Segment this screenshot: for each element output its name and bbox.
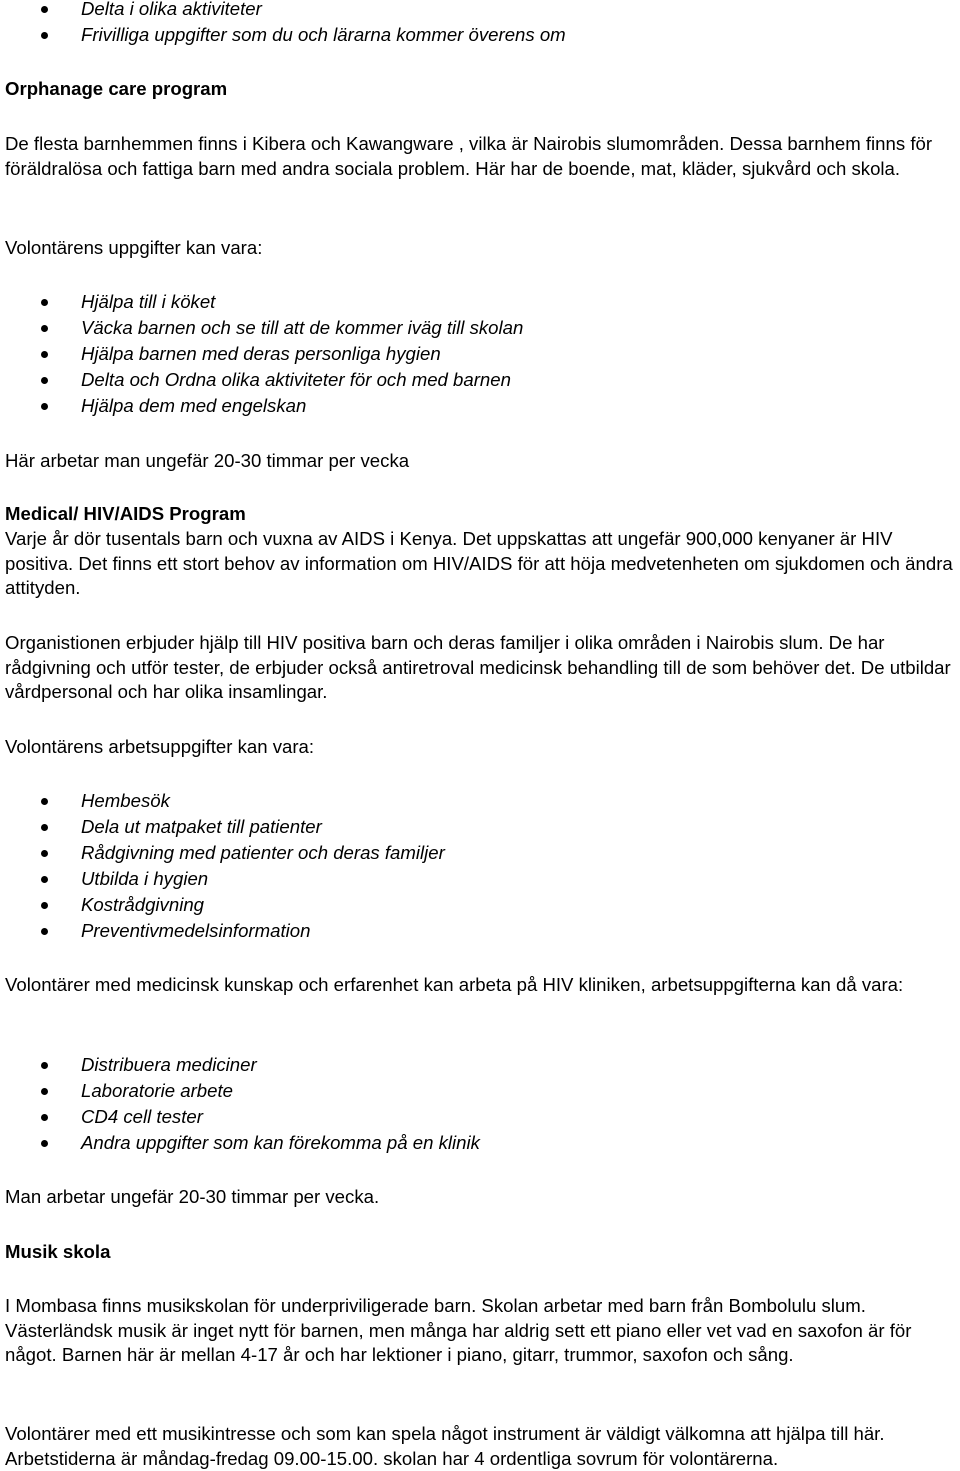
orphanage-hours: Här arbetar man ungefär 20-30 timmar per vecka	[5, 450, 410, 471]
list-item	[0, 1104, 960, 1130]
bullet-icon	[41, 299, 48, 306]
list-item	[0, 0, 960, 22]
list-item	[0, 1130, 960, 1156]
intro-bullet-list	[0, 0, 960, 48]
list-item-text: Andra uppgifter som kan förekomma på en klinik	[81, 1132, 480, 1153]
list-item-text: Utbilda i hygien	[81, 868, 209, 889]
medical-heading: Medical/ HIV/AIDS Program	[5, 503, 246, 524]
music-paragraph-1: I Mombasa finns musikskolan för underpriviligerade barn. Skolan arbetar med barn från Bombolulu slum. Västerländsk musik är inget nytt för barnen, men många har aldrig sett ett piano eller vet vad en saxofon är för något. Barnen här är mellan 4-17 år och har lektioner i piano, gitarr, trummor, saxofon och sång.	[5, 1295, 912, 1365]
music-paragraph-2: Volontärer med ett musikintresse och som kan spela något instrument är väldigt välkomna att hjälpa till här. Arbetstiderna är måndag-fredag 09.00-15.00. skolan har 4 ordentliga sovrum för volontärerna.	[5, 1423, 885, 1469]
medical-tasks-intro: Volontärens arbetsuppgifter kan vara:	[5, 736, 315, 757]
medical-hours: Man arbetar ungefär 20-30 timmar per vecka.	[5, 1186, 380, 1207]
list-item-text: Delta i olika aktiviteter	[81, 0, 262, 19]
list-item-text: Distribuera mediciner	[81, 1054, 257, 1075]
list-item	[0, 315, 960, 341]
bullet-icon	[41, 325, 48, 332]
list-item	[0, 840, 960, 866]
medical-paragraph-1: Varje år dör tusentals barn och vuxna av AIDS i Kenya. Det uppskattas att ungefär 900,000 kenyaner är HIV positiva. Det finns ett stort behov av information om HIV/AIDS för att höja medvetenheten om sjukdomen och ändra attityden.	[5, 528, 953, 598]
bullet-icon	[41, 928, 48, 935]
orphanage-heading: Orphanage care program	[5, 78, 228, 99]
list-item-text: Hjälpa till i köket	[81, 291, 216, 312]
medical-paragraph-2: Organistionen erbjuder hjälp till HIV positiva barn och deras familjer i olika områden i Nairobis slum. De har rådgivning och utför tester, de erbjuder också antiretroval medicinsk behandling till de som behöver det. De utbildar vårdpersonal och har olika insamlingar.	[5, 632, 951, 702]
bullet-icon	[41, 32, 48, 39]
list-item	[0, 788, 960, 814]
medical-tasks-list	[0, 788, 960, 944]
orphanage-tasks-list	[0, 289, 960, 419]
bullet-icon	[41, 824, 48, 831]
orphanage-paragraph: De flesta barnhemmen finns i Kibera och Kawangware , vilka är Nairobis slumområden. Dessa barnhem finns för föräldralösa och fattiga barn med andra sociala problem. Här har de boende, mat, kläder, sjukvård och skola.	[5, 133, 933, 179]
list-item-text: Hembesök	[81, 790, 170, 811]
bullet-icon	[41, 1062, 48, 1069]
bullet-icon	[41, 1088, 48, 1095]
bullet-icon	[41, 1114, 48, 1121]
list-item-text: Hjälpa barnen med deras personliga hygien	[81, 343, 441, 364]
bullet-icon	[41, 798, 48, 805]
list-item-text: Dela ut matpaket till patienter	[81, 816, 322, 837]
list-item-text: Kostrådgivning	[81, 894, 205, 915]
list-item	[0, 289, 960, 315]
list-item-text: Laboratorie arbete	[81, 1080, 233, 1101]
list-item	[0, 918, 960, 944]
list-item	[0, 866, 960, 892]
medical-clinic-tasks-list	[0, 1052, 960, 1156]
list-item	[0, 892, 960, 918]
bullet-icon	[41, 850, 48, 857]
bullet-icon	[41, 902, 48, 909]
list-item	[0, 814, 960, 840]
list-item-text: CD4 cell tester	[81, 1106, 203, 1127]
bullet-icon	[41, 377, 48, 384]
list-item	[0, 22, 960, 48]
list-item	[0, 1052, 960, 1078]
list-item-text: Preventivmedelsinformation	[81, 920, 311, 941]
orphanage-tasks-intro: Volontärens uppgifter kan vara:	[5, 237, 263, 258]
list-item-text: Delta och Ordna olika aktiviteter för och med barnen	[81, 369, 511, 390]
list-item	[0, 341, 960, 367]
bullet-icon	[41, 403, 48, 410]
list-item-text: Frivilliga uppgifter som du och lärarna kommer överens om	[81, 24, 566, 45]
list-item-text: Rådgivning med patienter och deras familjer	[81, 842, 445, 863]
medical-clinic-intro: Volontärer med medicinsk kunskap och erfarenhet kan arbeta på HIV kliniken, arbetsuppgifterna kan då vara:	[5, 974, 904, 995]
list-item	[0, 393, 960, 419]
bullet-icon	[41, 1140, 48, 1147]
list-item-text: Hjälpa dem med engelskan	[81, 395, 307, 416]
bullet-icon	[41, 876, 48, 883]
bullet-icon	[41, 6, 48, 13]
music-heading: Musik skola	[5, 1241, 111, 1262]
bullet-icon	[41, 351, 48, 358]
list-item-text: Väcka barnen och se till att de kommer iväg till skolan	[81, 317, 524, 338]
list-item	[0, 1078, 960, 1104]
list-item	[0, 367, 960, 393]
